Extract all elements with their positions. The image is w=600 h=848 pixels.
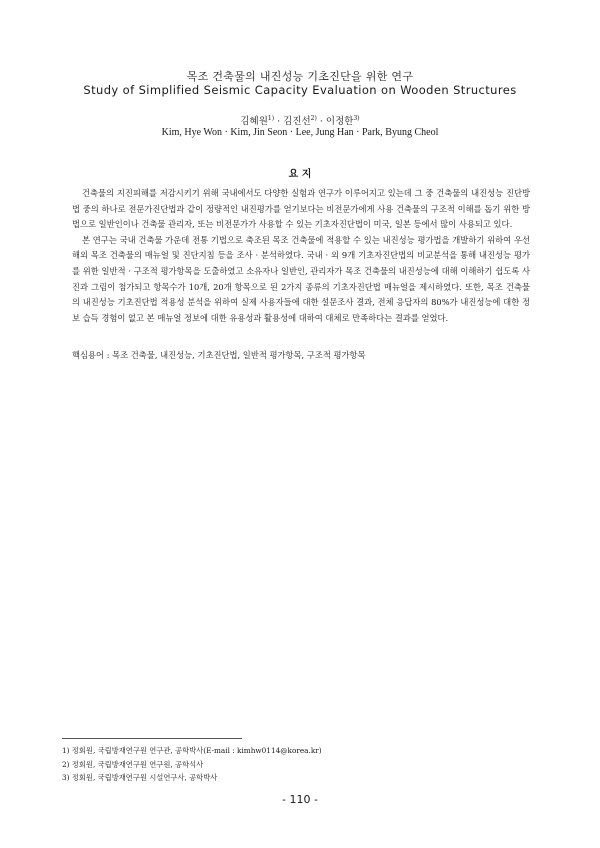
footnotes [62, 744, 532, 785]
author-3: 이정한 [325, 116, 354, 127]
title-english: Study of Simplified Seismic Capacity Evaluation on Wooden Structures [83, 83, 517, 97]
page-number: - 110 - [282, 793, 318, 806]
author-2: 김진선 [283, 116, 311, 127]
author-1-affil: 1) [267, 114, 275, 122]
footnote-item: 1) 정회원, 국립방재연구원 연구관, 공학박사(E-mail : kimhw0114@korea.kr) [62, 746, 322, 755]
keywords: 핵심용어 : 목조 건축물, 내진성능, 기초진단법, 일반적 평가항목, 구조적 평가항목 [72, 350, 366, 360]
author-1: 김혜원 [240, 116, 268, 127]
footnote-item: 2) 정회원, 국립방재연구원 연구원, 공학석사 [62, 759, 204, 769]
abstract-heading: 요 지 [288, 169, 312, 180]
abstract-paragraph: 본 연구는 국내 건축물 가운데 전통 기법으로 축조된 목조 건축물에 적용할 수 있는 내진성능 평가법을 개발하기 위하여 우선 해외 목조 건축물의 매뉴얼 및 진단지침 등을 조사 · 분석하였다. 국내 · 외 9개 기초자진단법의 비교분석을 통해 내진성능 평가를 위한 일반적 · 구조적 평가항목을 도출하였고 소유자나 일반인, 관리자가 목조 건축물의 내진성능에 대해 이해하기 쉽도록 사진과 그림이 첨가되고 항목수가 10개, 20개 항목으로 된 2가지 종류의 기초자진단법 매뉴얼을 제시하였다. 또한, 목조 건축물의 내진성능 기초진단법 적용성 분석을 위하여 실제 사용자들에 대한 설문조사 결과, 전체 응답자의 80%가 내진성능에 대한 정보 습득 경험이 없고 본 매뉴얼 정보에 대한 유용성과 활용성에 대하여 대체로 만족하다는 결과를 얻었다. [72, 234, 530, 323]
title-korean: 목조 건축물의 내진성능 기초진단을 위한 연구 [186, 70, 414, 83]
footnote-divider [62, 738, 242, 739]
authors-korean [0, 113, 600, 127]
author-separator: · [316, 116, 326, 127]
authors-english: Kim, Hye Won · Kim, Jin Seon · Lee, Jung Han · Park, Byung Cheol [161, 127, 439, 138]
abstract-paragraph: 건축물의 지진피해를 저감시키기 위해 국내에서도 다양한 실험과 연구가 이루어지고 있는데 그 중 건축물의 내진성능 진단방법 중의 하나로 전문가진단법과 같이 정량적인 내진평가를 얻기보다는 비전문가에게 사용 건축물의 구조적 이해를 돕기 위한 방법으로 일반인이나 건축물 관리자, 또는 비전문가가 사용할 수 있는 기초자진단법이 미국, 일본 등에서 많이 사용되고 있다. [72, 188, 530, 230]
footnote-item: 3) 정회원, 국립방재연구원 시설연구사, 공학박사 [62, 773, 218, 782]
author-2-affil: 2) [310, 114, 317, 122]
author-3-affil: 3) [353, 114, 360, 122]
abstract-body [72, 186, 530, 326]
author-separator: · [274, 116, 284, 127]
